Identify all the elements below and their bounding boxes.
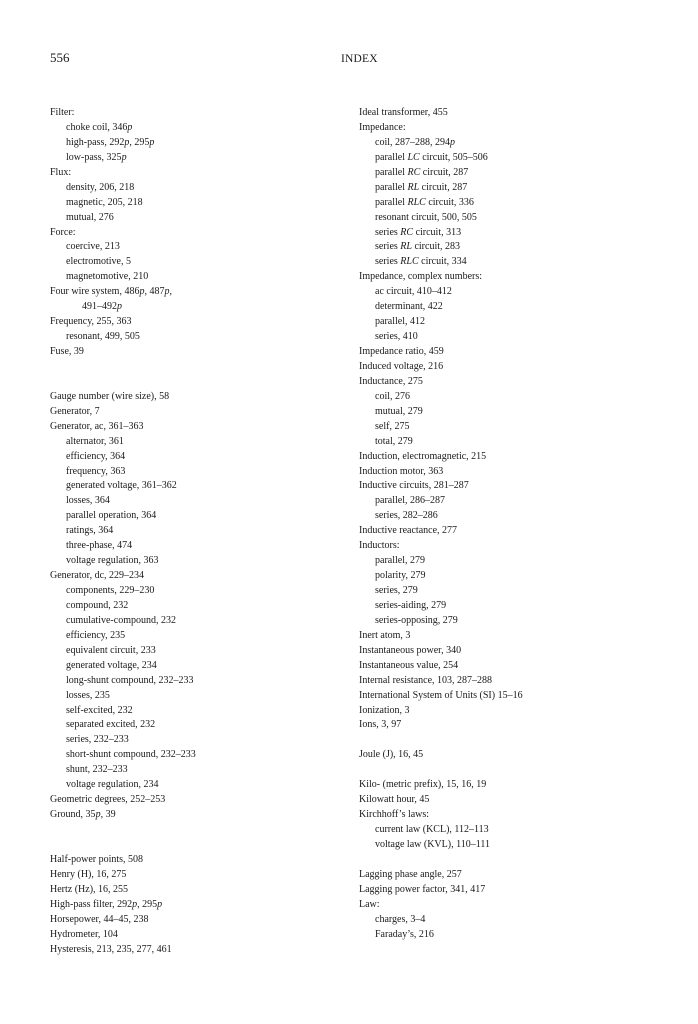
index-subentry: self-excited, 232: [66, 704, 133, 716]
index-entry: Induction, electromagnetic, 215: [359, 450, 487, 462]
italic-text: p: [450, 136, 455, 148]
index-subentry: components, 229–230: [66, 585, 155, 596]
index-subentry: voltage regulation, 363: [66, 555, 159, 567]
index-subentry: parallel, 286–287: [375, 495, 445, 507]
entry-text: circuit, 336: [425, 196, 474, 208]
entry-text: 491–492: [82, 301, 117, 313]
entry-text: choke coil, 346: [66, 121, 128, 133]
entry-text: circuit, 334: [418, 256, 467, 268]
index-entry: Frequency, 255, 363: [50, 316, 132, 328]
index-subentry: voltage law (KVL), 110–111: [375, 838, 490, 850]
entry-text: , 295: [129, 136, 150, 148]
index-entry: Henry (H), 16, 275: [50, 868, 127, 880]
index-entry: Ionization, 3: [359, 704, 410, 716]
index-subentry: polarity, 279: [375, 570, 426, 582]
index-entry: [50, 898, 330, 913]
index-subentry: [50, 300, 330, 315]
index-subentry: voltage regulation, 234: [66, 779, 159, 791]
italic-text: p: [121, 151, 127, 163]
index-subentry: series-opposing, 279: [375, 614, 458, 626]
entry-text: parallel: [375, 181, 408, 193]
entry-text: ,: [169, 286, 172, 298]
index-subentry: generated voltage, 361–362: [66, 480, 177, 492]
index-subentry: density, 206, 218: [66, 181, 135, 193]
index-subentry: series-aiding, 279: [375, 599, 447, 611]
index-entry: Induction motor, 363: [359, 465, 444, 477]
index-subentry: frequency, 363: [66, 465, 126, 477]
entry-text: circuit, 287: [419, 181, 468, 193]
entry-text: series: [375, 256, 401, 268]
index-entry: Lagging power factor, 341, 417: [359, 883, 486, 895]
entry-text: coil, 287–288, 294: [375, 136, 450, 148]
italic-text: p: [157, 898, 163, 910]
entry-text: Four wire system, 486: [50, 286, 140, 298]
index-subentry: [50, 121, 330, 136]
index-entry: Internal resistance, 103, 287–288: [359, 674, 493, 686]
index-subentry: series, 232–233: [66, 734, 129, 746]
italic-text: RL: [400, 241, 412, 253]
index-subentry: [359, 240, 659, 255]
index-group-gap: [50, 375, 330, 390]
entry-text: , 487: [144, 286, 165, 298]
index-entry: Horsepower, 44–45, 238: [50, 913, 149, 925]
index-entry: Generator, ac, 361–363: [50, 420, 144, 432]
index-entry: Kirchhoff’s laws:: [359, 809, 430, 821]
index-subentry: magnetic, 205, 218: [66, 196, 143, 208]
index-entry: Hertz (Hz), 16, 255: [50, 883, 129, 895]
index-subentry: self, 275: [375, 420, 410, 432]
index-entry: Inert atom, 3: [359, 629, 411, 641]
index-entry: International System of Units (SI) 15–16: [359, 689, 523, 701]
index-subentry: [50, 151, 330, 166]
index-group-gap: [50, 823, 330, 838]
index-subentry: ratings, 364: [66, 525, 114, 537]
index-subentry: resonant, 499, 505: [66, 331, 140, 343]
index-entry: Flux:: [50, 166, 72, 178]
italic-text: RC: [407, 166, 421, 178]
index-subentry: efficiency, 364: [66, 450, 126, 462]
index-entry: Ions, 3, 97: [359, 719, 402, 731]
index-subentry: parallel, 412: [375, 316, 425, 328]
index-entry: Fuse, 39: [50, 346, 84, 357]
italic-text: p: [124, 136, 130, 148]
entry-text: parallel: [375, 196, 408, 208]
index-subentry: compound, 232: [66, 599, 129, 611]
index-subentry: losses, 235: [66, 689, 110, 701]
index-entry: [50, 285, 330, 300]
index-subentry: generated voltage, 234: [66, 659, 157, 671]
index-entry: Kilowatt hour, 45: [359, 794, 430, 806]
index-subentry: ac circuit, 410–412: [375, 286, 452, 298]
index-subentry: [50, 136, 330, 151]
index-subentry: [359, 181, 659, 196]
index-subentry: series, 282–286: [375, 510, 438, 522]
entry-text: parallel: [375, 166, 408, 178]
index-subentry: [359, 255, 659, 270]
index-entry: Joule (J), 16, 45: [359, 749, 424, 761]
italic-text: RLC: [407, 196, 426, 208]
entry-text: series: [375, 241, 401, 253]
index-entry: Instantaneous power, 340: [359, 644, 462, 656]
index-subentry: efficiency, 235: [66, 629, 126, 641]
index-subentry: parallel, 279: [375, 555, 425, 567]
entry-text: circuit, 505–506: [419, 151, 488, 163]
index-subentry: [359, 226, 659, 241]
index-subentry: mutual, 276: [66, 211, 114, 223]
entry-text: Ground, 35: [50, 809, 96, 821]
index-entry: Inductive reactance, 277: [359, 525, 458, 537]
index-group-gap: [50, 360, 330, 375]
index-subentry: alternator, 361: [66, 435, 124, 447]
index-subentry: [359, 136, 659, 151]
index-entry: Inductors:: [359, 540, 400, 552]
index-subentry: [359, 196, 659, 211]
index-subentry: losses, 364: [66, 495, 110, 507]
index-subentry: cumulative-compound, 232: [66, 614, 176, 626]
index-subentry: coercive, 213: [66, 241, 120, 253]
index-subentry: total, 279: [375, 435, 413, 447]
index-entry: Induced voltage, 216: [359, 360, 444, 372]
index-subentry: short-shunt compound, 232–233: [66, 749, 196, 761]
italic-text: p: [95, 809, 101, 821]
italic-text: p: [149, 136, 155, 148]
entry-text: series: [375, 226, 401, 238]
index-entry: Filter:: [50, 107, 75, 118]
index-subentry: resonant circuit, 500, 505: [375, 211, 477, 223]
index-subentry: magnetomotive, 210: [66, 271, 149, 283]
index-subentry: Faraday’s, 216: [375, 928, 434, 940]
index-entry: Hydrometer, 104: [50, 928, 118, 940]
index-column-left: [50, 106, 330, 957]
index-subentry: equivalent circuit, 233: [66, 644, 156, 656]
index-entry: Gauge number (wire size), 58: [50, 390, 170, 402]
running-head-title: INDEX: [341, 53, 378, 65]
entry-text: high-pass, 292: [66, 136, 125, 148]
entry-text: circuit, 287: [420, 166, 469, 178]
index-entry: Force:: [50, 226, 76, 238]
index-entry: Inductive circuits, 281–287: [359, 480, 469, 492]
index-entry: Impedance ratio, 459: [359, 346, 444, 357]
italic-text: p: [139, 286, 145, 298]
index-entry: Impedance:: [359, 121, 406, 133]
index-subentry: separated excited, 232: [66, 719, 156, 731]
index-entry: Geometric degrees, 252–253: [50, 794, 166, 806]
index-group-gap: [359, 763, 659, 778]
index-subentry: mutual, 279: [375, 405, 423, 417]
italic-text: p: [117, 301, 122, 313]
entry-text: High-pass filter, 292: [50, 898, 133, 910]
index-subentry: [359, 151, 659, 166]
index-column-right: [359, 106, 659, 943]
entry-text: circuit, 283: [411, 241, 460, 253]
index-subentry: three-phase, 474: [66, 540, 133, 552]
index-entry: Generator, 7: [50, 405, 100, 417]
index-subentry: series, 410: [375, 331, 418, 343]
index-entry: Lagging phase angle, 257: [359, 868, 462, 880]
index-subentry: charges, 3–4: [375, 913, 426, 925]
index-entry: Kilo- (metric prefix), 15, 16, 19: [359, 779, 487, 791]
index-subentry: coil, 276: [375, 390, 410, 402]
index-subentry: long-shunt compound, 232–233: [66, 674, 194, 686]
index-entry: Ideal transformer, 455: [359, 107, 448, 118]
index-subentry: series, 279: [375, 585, 418, 596]
entry-text: circuit, 313: [413, 226, 462, 238]
italic-text: RLC: [400, 256, 419, 268]
index-group-gap: [359, 733, 659, 748]
index-entry: [50, 808, 330, 823]
index-subentry: determinant, 422: [375, 301, 443, 313]
index-subentry: [359, 166, 659, 181]
italic-text: RL: [407, 181, 420, 193]
index-entry: Generator, dc, 229–234: [50, 570, 145, 582]
italic-text: RC: [400, 226, 414, 238]
italic-text: p: [164, 286, 170, 298]
index-entry: Hysteresis, 213, 235, 277, 461: [50, 943, 172, 955]
page-number: 556: [50, 50, 70, 65]
index-entry: Instantaneous value, 254: [359, 659, 459, 671]
index-subentry: shunt, 232–233: [66, 764, 128, 776]
index-entry: Law:: [359, 898, 380, 910]
italic-text: LC: [407, 151, 420, 163]
italic-text: p: [127, 121, 133, 133]
entry-text: parallel: [375, 151, 408, 163]
entry-text: , 295: [137, 898, 158, 910]
entry-text: low-pass, 325: [66, 151, 122, 163]
index-group-gap: [359, 853, 659, 868]
index-subentry: electromotive, 5: [66, 256, 131, 268]
index-subentry: current law (KCL), 112–113: [375, 824, 489, 835]
index-entry: Impedance, complex numbers:: [359, 271, 483, 283]
index-entry: Half-power points, 508: [50, 853, 144, 865]
index-subentry: parallel operation, 364: [66, 510, 157, 522]
italic-text: p: [132, 898, 138, 910]
entry-text: , 39: [100, 809, 116, 821]
index-entry: Inductance, 275: [359, 375, 423, 387]
index-group-gap: [50, 838, 330, 853]
